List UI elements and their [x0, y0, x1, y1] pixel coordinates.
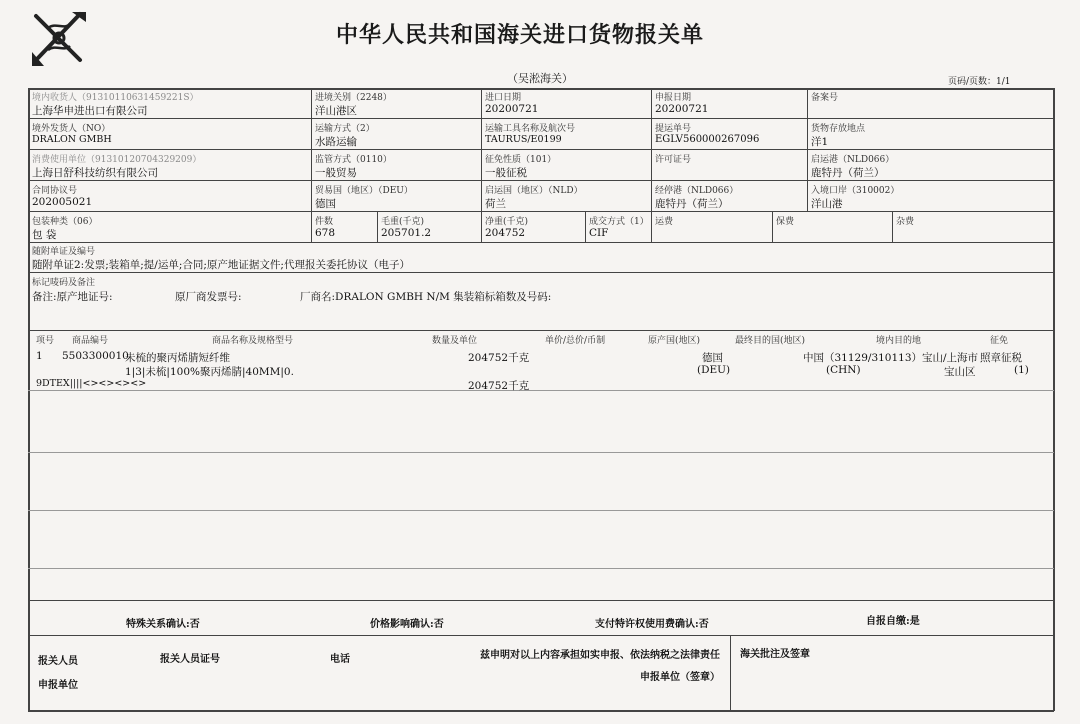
price-effect: 价格影响确认:否	[370, 619, 444, 630]
pieces-value: 678	[315, 227, 336, 239]
col-item-no: 项号	[36, 336, 55, 346]
customs-office: （吴淞海关）	[507, 72, 573, 85]
supervision-label: 监管方式（0110）	[315, 155, 392, 165]
origin-country-value: 荷兰	[485, 198, 506, 210]
docs-value: 随附单证2:发票;装箱单;提/运单;合同;原产地证据文件;代理报关委托协议（电子）	[32, 259, 410, 271]
import-date-label: 进口日期	[485, 93, 522, 103]
goods-name-2: 1|3|未梳|100%聚丙烯腈|40MM|0.	[125, 366, 294, 378]
goods-code: 5503300010	[62, 350, 129, 362]
entry-port-label: 进境关别（2248）	[315, 93, 392, 103]
transport-mode-value: 水路运输	[315, 136, 357, 148]
misc-fee-label: 杂费	[896, 217, 915, 227]
form-title: 中华人民共和国海关进口货物报关单	[335, 22, 704, 48]
consumer-label: 消费使用单位（91310120704329209）	[32, 155, 202, 165]
goods-domestic: 宝山区	[944, 366, 976, 378]
levy-value: 一般征税	[485, 167, 527, 179]
legal-statement: 兹申明对以上内容承担如实申报、依法纳税之法律责任	[480, 650, 720, 661]
col-domestic: 境内目的地	[876, 336, 922, 346]
consignee-label: 境内收货人（91310110631459221S）	[32, 93, 199, 103]
goods-final-dest-1: 中国（31129/310113）宝山/上海市	[803, 352, 979, 364]
transport-mode-label: 运输方式（2）	[315, 124, 375, 134]
stop-port-label: 经停港（NLD066）	[655, 186, 739, 196]
gross-weight-label: 毛重(千克)	[381, 217, 425, 227]
insurance-label: 保费	[776, 217, 795, 227]
entry-point-label: 入境口岸（310002）	[811, 186, 900, 196]
col-qty: 数量及单位	[432, 336, 478, 346]
goods-name-3: 9DTEX||||<><><><>	[36, 378, 147, 389]
page-info: 页码/页数：1/1	[948, 77, 1011, 87]
self-pay: 自报自缴:是	[866, 616, 920, 627]
shipper-value: DRALON GMBH	[32, 134, 112, 145]
license-label: 许可证号	[655, 155, 692, 165]
marks-remark: 备注:原产地证号:	[32, 291, 113, 303]
import-date-value: 20200721	[485, 103, 539, 115]
vessel-value: TAURUS/E0199	[485, 134, 562, 145]
vessel-label: 运输工具名称及航次号	[485, 124, 576, 134]
entry-port-value: 洋山港区	[315, 105, 357, 117]
goods-name-1: 未梳的聚丙烯腈短纤维	[125, 352, 230, 364]
goods-origin-2: (DEU)	[697, 364, 731, 376]
unit-seal-label: 申报单位（签章）	[640, 672, 720, 683]
stop-port-value: 鹿特丹（荷兰）	[655, 198, 729, 210]
phone-label: 电话	[330, 654, 350, 665]
pieces-label: 件数	[315, 217, 334, 227]
col-code: 商品编号	[72, 336, 109, 346]
supervision-value: 一般贸易	[315, 167, 357, 179]
goods-qty-2: 204752千克	[468, 380, 530, 392]
shipper-label: 境外发货人（NO）	[32, 124, 111, 134]
bill-of-lading-label: 提运单号	[655, 124, 692, 134]
storage-label: 货物存放地点	[811, 124, 866, 134]
goods-origin-1: 德国	[702, 352, 723, 364]
col-name: 商品名称及规格型号	[212, 336, 294, 346]
marks-invoice: 原厂商发票号:	[175, 291, 242, 303]
customs-emblem-icon	[28, 8, 90, 70]
contract-value: 202005021	[32, 196, 93, 208]
contract-label: 合同协议号	[32, 186, 78, 196]
declarant-no-label: 报关人员证号	[160, 654, 220, 665]
trade-country-label: 贸易国（地区）（DEU）	[315, 186, 413, 196]
goods-item-no: 1	[36, 350, 43, 362]
goods-duty-1: 照章征税	[980, 352, 1022, 364]
freight-label: 运费	[655, 217, 674, 227]
net-weight-value: 204752	[485, 227, 526, 239]
record-no-label: 备案号	[811, 93, 839, 103]
special-relation: 特殊关系确认:否	[126, 619, 200, 630]
goods-qty-1: 204752千克	[468, 352, 530, 364]
col-origin: 原产国(地区)	[648, 336, 701, 346]
goods-duty-2: (1)	[1014, 364, 1029, 376]
deal-mode-value: CIF	[589, 227, 609, 239]
storage-value: 洋1	[811, 136, 829, 148]
net-weight-label: 净重(千克)	[485, 217, 529, 227]
col-price: 单价/总价/币制	[545, 336, 606, 346]
levy-label: 征免性质（101）	[485, 155, 557, 165]
marks-manufacturer: 厂商名:DRALON GMBH N/M 集装箱标箱数及号码:	[300, 291, 552, 303]
declarant-label: 报关人员	[38, 656, 78, 667]
gross-weight-value: 205701.2	[381, 227, 432, 239]
goods-final-dest-2: (CHN)	[826, 364, 861, 376]
customs-note-label: 海关批注及签章	[740, 649, 810, 660]
marks-label: 标记唛码及备注	[32, 278, 96, 288]
unit-label: 申报单位	[38, 680, 78, 691]
departure-port-value: 鹿特丹（荷兰）	[811, 167, 885, 179]
docs-label: 随附单证及编号	[32, 247, 96, 257]
deal-mode-label: 成交方式（1）	[589, 217, 649, 227]
trade-country-value: 德国	[315, 198, 336, 210]
consignee-value: 上海华申进出口有限公司	[32, 105, 148, 117]
declare-date-value: 20200721	[655, 103, 709, 115]
declare-date-label: 申报日期	[655, 93, 692, 103]
departure-port-label: 启运港（NLD066）	[811, 155, 895, 165]
consumer-value: 上海日舒科技纺织有限公司	[32, 167, 158, 179]
bill-of-lading-value: EGLV560000267096	[655, 134, 760, 145]
col-duty: 征免	[990, 336, 1009, 346]
entry-point-value: 洋山港	[811, 198, 843, 210]
royalty-confirm: 支付特许权使用费确认:否	[595, 619, 709, 630]
origin-country-label: 启运国（地区）（NLD）	[485, 186, 583, 196]
package-type-label: 包装种类（06）	[32, 217, 98, 227]
package-type-value: 包 袋	[32, 229, 57, 241]
col-final-dest: 最终目的国(地区)	[735, 336, 806, 346]
